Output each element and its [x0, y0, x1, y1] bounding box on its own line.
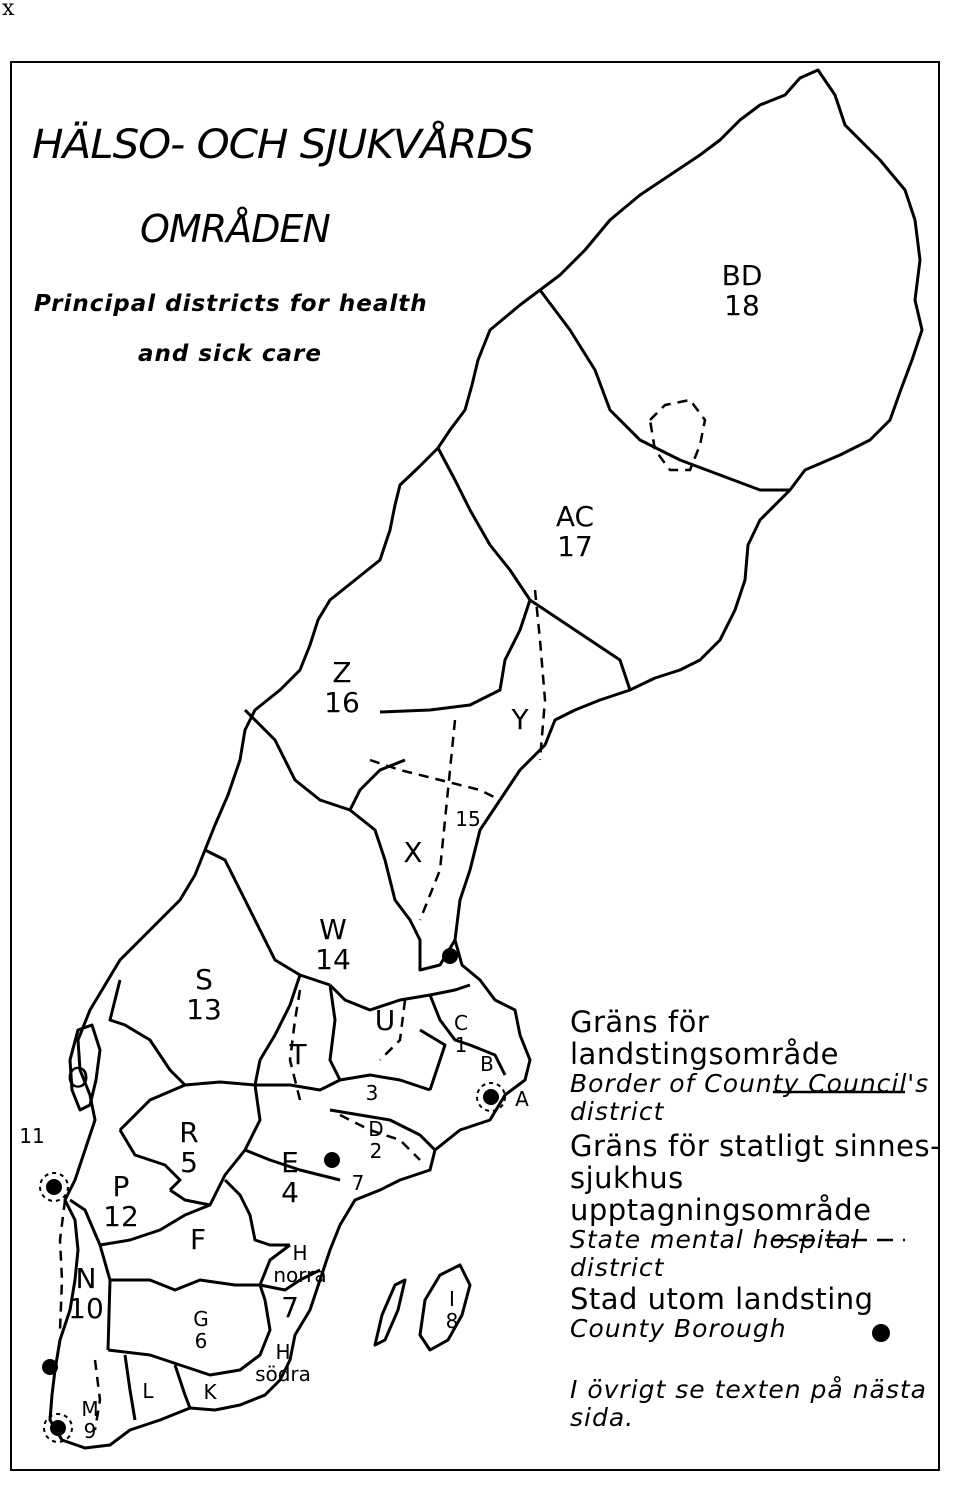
- legend-county-border-sv: Gräns för landstingsområde: [570, 1005, 839, 1071]
- district-label-i: I 8: [445, 1287, 459, 1333]
- district-label-bd: BD 18: [721, 259, 763, 322]
- district-label-m: M 9: [81, 1397, 99, 1443]
- border-ac-z: [438, 448, 530, 600]
- legend-borough-sv: Stad utom landsting: [570, 1282, 874, 1316]
- district-label-h-sodra: H södra: [255, 1340, 311, 1386]
- legend-borough-en: County Borough: [570, 1314, 787, 1343]
- border-z-w: [245, 710, 405, 810]
- dashed-n: [60, 1200, 65, 1330]
- district-label-h-norra: H norra: [273, 1241, 327, 1287]
- legend-mental-sv-2: sjukhus upptagningsområde: [570, 1161, 872, 1227]
- border-l-k: [125, 1355, 135, 1420]
- district-label-w: W 14: [315, 913, 351, 976]
- district-label-e: E 4: [281, 1146, 299, 1209]
- border-x: [350, 810, 455, 970]
- borough-dot-5: [42, 1359, 58, 1375]
- district-label-15: 15: [455, 807, 481, 831]
- borough-dot-3: [324, 1152, 340, 1168]
- district-label-n: N 10: [68, 1262, 104, 1325]
- district-label-f: F: [189, 1223, 207, 1256]
- district-label-3: 3: [365, 1081, 379, 1105]
- legend-county-border: [570, 1006, 950, 1126]
- district-label-ac: AC 17: [555, 500, 595, 563]
- district-label-c: C 1: [454, 1011, 468, 1057]
- district-label-7a: 7: [351, 1171, 365, 1195]
- border-g: [108, 1285, 270, 1375]
- district-label-r: R 5: [179, 1116, 199, 1179]
- border-s-o: [110, 980, 185, 1085]
- border-u-t: [330, 985, 340, 1080]
- district-label-d: D 2: [368, 1117, 384, 1163]
- district-label-11: 11: [19, 1124, 45, 1148]
- borough-dot-4: [46, 1179, 62, 1195]
- map-title-line1: HÄLSO- OCH SJUKVÅRDS: [32, 122, 534, 168]
- district-label-o: O: [66, 1061, 90, 1094]
- border-k: [175, 1365, 190, 1408]
- district-label-s: S 13: [186, 963, 222, 1026]
- map-subtitle-line1: Principal districts for health: [34, 291, 428, 317]
- legend-mental-en-1: State mental hospital: [570, 1225, 860, 1254]
- dashed-y: [535, 590, 545, 760]
- legend-county-border-en-2: district: [570, 1097, 665, 1126]
- island-oland: [375, 1280, 405, 1345]
- district-label-7b: 7: [281, 1291, 299, 1324]
- district-label-p: P 12: [103, 1170, 139, 1233]
- map-subtitle-line2: and sick care: [138, 341, 322, 367]
- border-z-y: [380, 600, 530, 712]
- district-label-g: G 6: [193, 1307, 209, 1353]
- legend-mental-en-2: district: [570, 1253, 665, 1282]
- border-w-s: [205, 850, 330, 985]
- borough-dot-6: [50, 1420, 66, 1436]
- border-w-u: [330, 985, 470, 1010]
- district-label-u: U: [374, 1004, 396, 1037]
- borough-dot-1: [442, 948, 458, 964]
- district-label-a: A: [515, 1087, 529, 1111]
- district-label-l: L: [142, 1379, 154, 1403]
- map-title-line2: OMRÅDEN: [140, 207, 330, 251]
- legend-note-1: I övrigt se texten på nästa: [570, 1375, 928, 1404]
- border-ac-y: [530, 600, 630, 690]
- dashed-y-x: [420, 720, 455, 920]
- district-label-z: Z 16: [324, 656, 360, 719]
- corner-mark: x: [2, 0, 15, 21]
- district-label-b: B: [480, 1052, 494, 1076]
- legend-note-2: sida.: [570, 1403, 635, 1432]
- border-t-3: [255, 1075, 430, 1090]
- district-label-y: Y: [511, 703, 529, 736]
- legend-county-border-en-1: Border of County Council's: [570, 1069, 930, 1098]
- border-u-c: [420, 1030, 445, 1090]
- district-label-t: T: [289, 1038, 307, 1071]
- district-label-x: X: [403, 836, 423, 869]
- dashed-w-x: [370, 760, 500, 800]
- borough-dot-2: [483, 1089, 499, 1105]
- legend-mental-sv-1: Gräns för statligt sinnes-: [570, 1129, 942, 1163]
- legend-note: [570, 1376, 950, 1432]
- legend-mental-hospital: [570, 1130, 950, 1282]
- district-label-k: K: [203, 1380, 217, 1404]
- legend-county-borough: [570, 1283, 950, 1343]
